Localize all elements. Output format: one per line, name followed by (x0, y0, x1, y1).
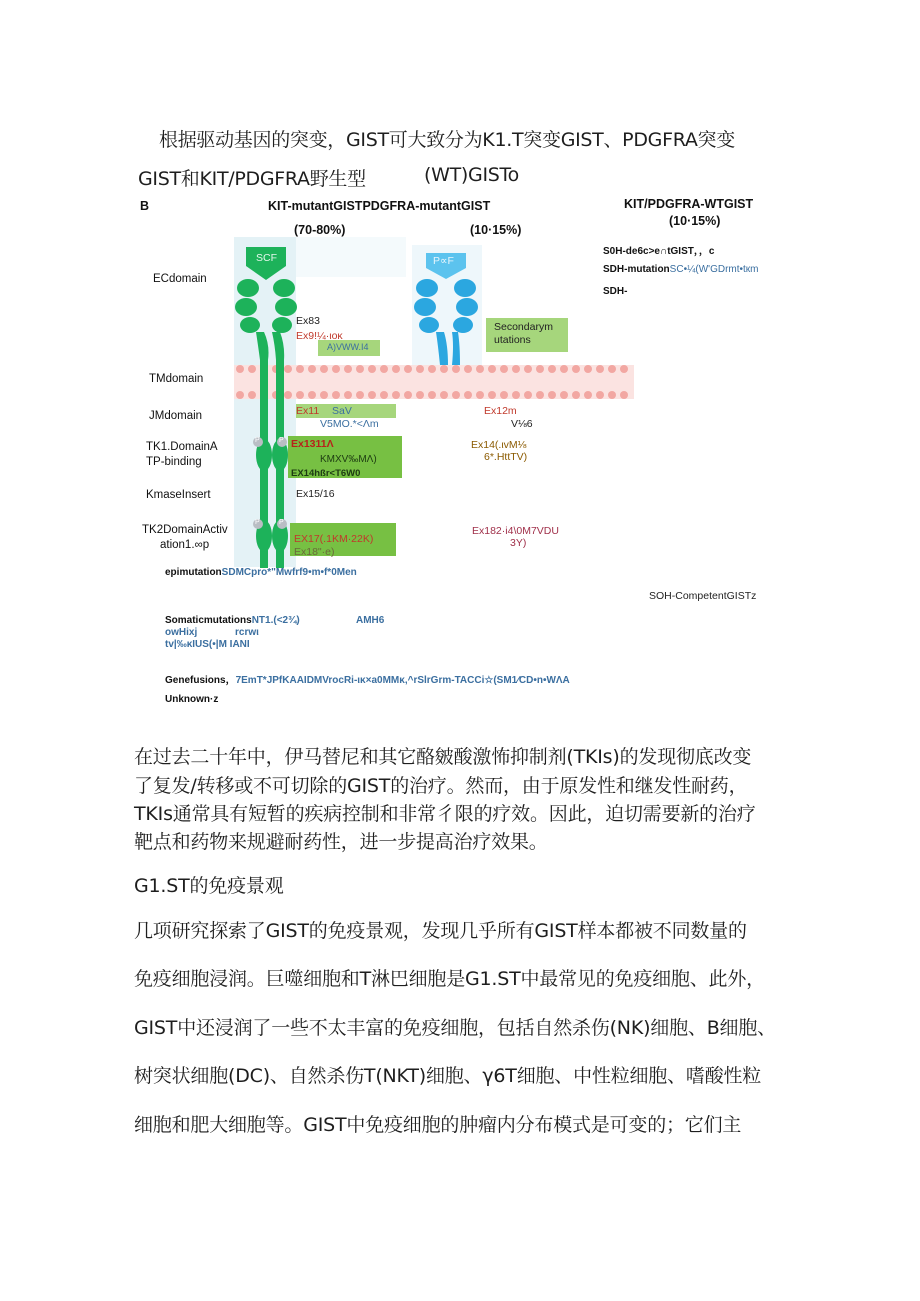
p1-line-2: 了复发/转移或不可切除的GIST的治疗。然而，由于原发性和继发性耐药， (134, 775, 748, 797)
pdgfra-ex12-detail: V⅛6 (511, 418, 533, 430)
kit-ex9: Ex9!¼·ιοκ (296, 330, 343, 342)
p2-line-1: 几项研究探索了GIST的免疫景观，发现几乎所有GIST样本都被不同数量的 (134, 920, 747, 942)
phospho-label-3: P (255, 519, 260, 526)
p1-line-4: 靶点和药物来规避耐药性，进一步提高治疗效果。 (134, 831, 548, 853)
phospho-label-1: P (255, 437, 260, 444)
kit-pct: (70-80%) (294, 223, 346, 237)
p2-line-3: GIST中还浸润了一些不太丰富的免疫细胞，包括自然杀伤(NK)细胞、B细胞、 (134, 1017, 776, 1039)
sdh-line-2a: SDH-mutation (603, 264, 670, 275)
gene-fusions-label: Genefusions， (165, 675, 236, 686)
phospho-label-2: P (279, 437, 284, 444)
tm-domain-label: TMdomain (149, 373, 204, 385)
secondary-mutation-1: Secondarym (494, 321, 553, 333)
somatic-mutations-line (165, 615, 300, 626)
kit-ex9-detail: A)VWW.I4 (327, 342, 369, 352)
somatic-detail: NT1.(<2¾) (251, 615, 300, 626)
ec-domain-label: ECdomain (153, 273, 207, 285)
pdgfra-pct: (10·15%) (470, 223, 522, 237)
p2-line-5: 细胞和肥大细胞等。GIST中免疫细胞的肿瘤内分布模式是可变的；它们主 (134, 1114, 742, 1136)
pdgfra-ex18-detail: 3Y) (510, 537, 527, 549)
cell-membrane (234, 365, 634, 399)
kit-ex14: EX14hßr<T6W0 (291, 468, 361, 479)
kit-header: KIT-mutantGISTPDGFRA-mutantGIST (268, 199, 491, 213)
tk2-domain-label-b: ation1.∞p (160, 539, 210, 551)
kit-ex15: Ex15/16 (296, 488, 335, 500)
p1-line-3: TKIs通常具有短暂的疾病控制和非常彳限的疗效。因此，迫切需要新的治疗 (134, 803, 756, 825)
p2-line-2: 免疫细胞浸润。巨噬细胞和T淋巴细胞是G1.ST中最常见的免疫细胞、此外， (134, 968, 765, 990)
tk1-domain-label-a: TK1.DomainA (146, 441, 218, 453)
somatic-line-2a: owHixj (165, 627, 198, 638)
wt-header: KIT/PDGFRA-WTGIST (624, 197, 754, 211)
wt-pct: (10·15%) (669, 214, 721, 228)
unknown-label: Unknown·z (165, 694, 219, 705)
somatic-label: Somaticmutations (165, 615, 252, 626)
intro-line-1: 根据驱动基因的突变，GIST可大致分为K1.T突变GIST、PDGFRA突变 (159, 129, 735, 151)
tk1-domain-label-b: TP-binding (146, 456, 202, 468)
kinase-insert-label: KmaseInsert (146, 489, 211, 501)
intro-line-2a: GIST和KIT/PDGFRA野生型 (138, 168, 366, 190)
somatic-line-2b: rcrwι (235, 627, 259, 638)
scf-label: SCF (256, 252, 277, 264)
p2-line-4: 树突状细胞(DC)、自然杀伤T(NKT)细胞、γ6T细胞、中性粒细胞、嗜酸性粒 (134, 1065, 762, 1087)
sdh-line-3: SDH- (603, 286, 628, 297)
kit-ex13: Ex1311Λ (291, 438, 334, 450)
somatic-line-3: tv|‰κIUS(•|M IANI (165, 639, 250, 650)
epimutation-detail: SDMCpro*"Mwfrf9•m•f*0Men (221, 567, 357, 578)
panel-letter: B (140, 199, 150, 213)
gene-fusions-line (165, 671, 570, 686)
kit-ex11-detail: V5MO.*<Λm (320, 418, 379, 430)
epimutation-label: epimutation (165, 567, 222, 578)
intro-line-2b: (WT)GISTo (424, 164, 519, 186)
kit-ex13-detail: KMXV‰MΛ) (320, 454, 377, 465)
phospho-label-4: P (279, 519, 284, 526)
section-heading: G1.ST的免疫景观 (134, 875, 284, 897)
secondary-mutation-2: utations (494, 334, 531, 346)
pdgfra-ex18: Ex182·i4\0M7VDU (472, 525, 559, 537)
pdgfra-ex14: Ex14(.ιvM⅛ (471, 439, 527, 451)
kit-ex17: EX17(.1KM·22K) (294, 533, 374, 545)
p1-line-1: 在过去二十年中，伊马替尼和其它酪皴酸激怖抑制剂(TKIs)的发现彻底改变 (134, 746, 752, 768)
jm-domain-label: JMdomain (149, 410, 203, 422)
soh-competent: SOH-CompetentGISTz (649, 590, 757, 602)
somatic-amh: AMH6 (356, 615, 385, 626)
epimutation-line (165, 567, 357, 578)
kit-ex11-b: SaV (332, 405, 352, 417)
gene-fusions-detail: 7EmT*JPfKAAIDMVrocRi-ικ×a0MMκ,^rSlrGrm-TACCi☆(SM1⁄CD•n•WΛA (235, 675, 570, 686)
sdh-line-2b: SC•¼(W'GDrmt•tкm (669, 264, 759, 275)
pdgfra-ex12: Ex12m (484, 405, 517, 417)
pdgf-label: P∝F (433, 255, 454, 267)
pdgfra-ex14-detail: 6*.HttTV) (484, 451, 528, 463)
sdh-line-1: S0H-de6c>e∩tGIST，，c (603, 246, 715, 257)
kit-ex18: Ex18"·e) (294, 546, 335, 558)
kit-ex11: Ex11 (296, 405, 320, 417)
tk2-domain-label-a: TK2DomainActiv (142, 524, 228, 536)
kit-ex8: Ex83 (296, 315, 320, 327)
